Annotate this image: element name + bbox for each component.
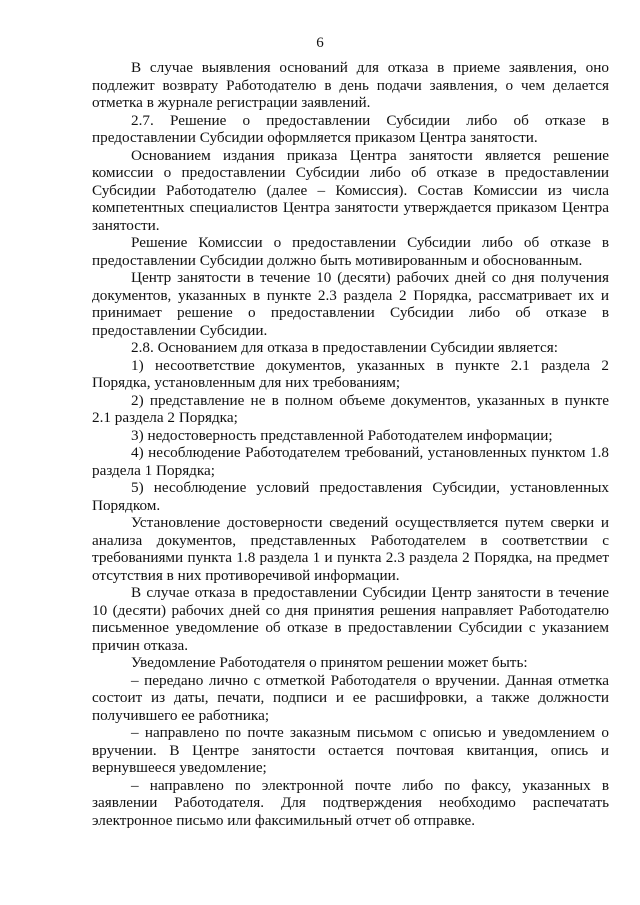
paragraph-commission-decision: Решение Комиссии о предоставлении Субсидии либо об отказе в предоставлении Субсидии должно быть мотивированным и обоснованным.: [92, 234, 609, 269]
dash-item-in-person: – передано лично с отметкой Работодателя о вручении. Данная отметка состоит из даты, печати, подписи и ее расшифровки, а также должности получившего ее работника;: [92, 671, 609, 724]
paragraph-verification: Установление достоверности сведений осуществляется путем сверки и анализа документов, представленных Работодателем в соответствии с требованиями пункта 1.8 раздела 1 и пункта 2.3 раздела 2 Порядка, на предмет отсутствия в них противоречивой информации.: [92, 514, 609, 584]
dash-item-electronic: – направлено по электронной почте либо по факсу, указанных в заявлении Работодателя. Для подтверждения необходимо распечатать электронное письмо или факсимильный отчет об отправке.: [92, 776, 609, 829]
dash-item-by-mail: – направлено по почте заказным письмом с описью и уведомлением о вручении. В Центре занятости остается почтовая квитанция, опись и вернувшееся уведомление;: [92, 724, 609, 776]
paragraph-refusal-notice: В случае отказа в предоставлении Субсидии Центр занятости в течение 10 (десяти) рабочих дней со дня принятия решения направляет Работодателю письменное уведомление об отказе в предоставлении Субсидии с указанием причин отказа.: [92, 584, 609, 654]
document-body: [92, 59, 609, 829]
paragraph-rejection-return: В случае выявления оснований для отказа в приеме заявления, оно подлежит возврату Работодателю в день подачи заявления, о чем делается отметка в журнале регистрации заявлений.: [92, 59, 609, 111]
paragraph-review-period: Центр занятости в течение 10 (десяти) рабочих дней со дня получения документов, указанных в пункте 2.3 раздела 2 Порядка, рассматривает их и принимает решение о предоставлении Субсидии либо об отказе в предоставлении Субсидии.: [92, 269, 609, 339]
list-item-5: 5) несоблюдение условий предоставления Субсидии, установленных Порядком.: [92, 479, 609, 514]
list-item-2: 2) представление не в полном объеме документов, указанных в пункте 2.1 раздела 2 Порядка;: [92, 391, 609, 426]
paragraph-notification-methods: Уведомление Работодателя о принятом решении может быть:: [131, 654, 528, 671]
paragraph-2-8: 2.8. Основанием для отказа в предоставлении Субсидии является:: [131, 339, 558, 356]
page-number: 6: [316, 35, 324, 51]
list-item-3: 3) недостоверность представленной Работодателем информации;: [131, 426, 553, 444]
paragraph-order-basis: Основанием издания приказа Центра занятости является решение комиссии о предоставлении Субсидии либо об отказе в предоставлении Субсидии Работодателю (далее – Комиссия). Состав Комиссии из числа компетентных специалистов Центра занятости утверждается приказом Центра занятости.: [92, 146, 609, 234]
list-item-1: 1) несоответствие документов, указанных в пункте 2.1 раздела 2 Порядка, установленным для них требованиям;: [92, 356, 609, 391]
paragraph-2-7: 2.7. Решение о предоставлении Субсидии либо об отказе в предоставлении Субсидии оформляется приказом Центра занятости.: [92, 111, 609, 146]
list-item-4: 4) несоблюдение Работодателем требований, установленных пунктом 1.8 раздела 1 Порядка;: [92, 444, 609, 479]
